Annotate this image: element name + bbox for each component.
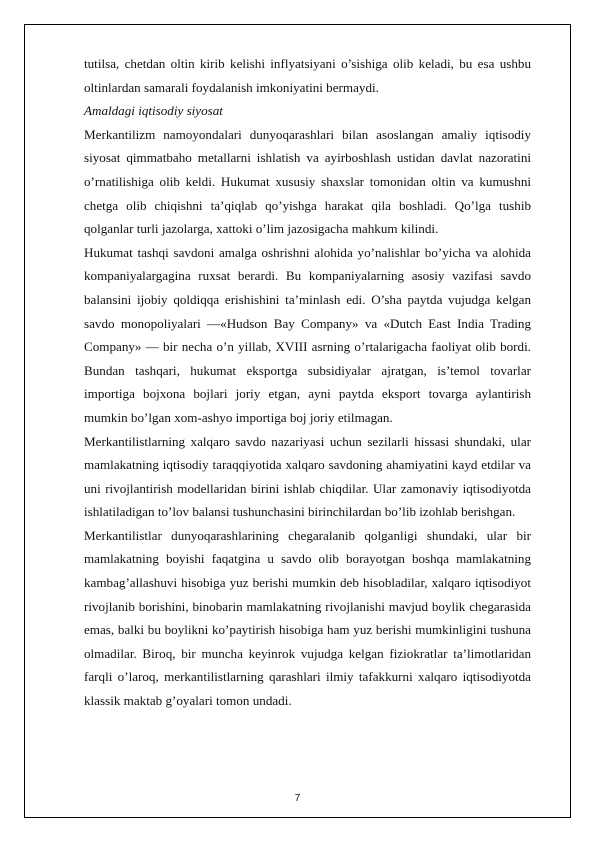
paragraph-5: Merkantilistlar dunyoqarashlarining chegaralanib qolganligi shundaki, ular bir mamlakatning boyishi faqatgina u savdo olib borayotgan boshqa mamlakatning kambag’allashuvi hisobiga yuz berishi mumkin deb hisobladilar, xalqaro iqtisodiyot rivojlanib borishini, binobarin mamlakatning rivojlanishi mavjud boylik chegarasida emas, balki bu boylikni ko’paytirish hisobiga ham yuz berishi mumkinligini tushuna olmadilar. Biroq, bir muncha keyinrok vujudga kelgan fiziokratlar ta’limotlaridan farqli o’laroq, merkantilistlarning qarashlari ilmiy tafakkurni xalqaro iqtisodiyotda klassik maktab g’oyalari tomon undadi. (84, 527, 531, 709)
section-heading: Amaldagi iqtisodiy siyosat (84, 103, 223, 119)
paragraph-4: Merkantilistlarning xalqaro savdo nazariyasi uchun sezilarli hissasi shundaki, ular mamlakatning iqtisodiy taraqqiyotida xalqaro savdoning ahamiyatini kayd etdilar va uni rivojlantirish modellaridan birini ishlab chiqdilar. Ular zamonaviy iqtisodiyotda ishlatiladigan to’lov balansi tushunchasini birinchilardan bo’lib izohlab berishgan. (84, 433, 531, 520)
page-number: 7 (294, 793, 301, 804)
document-body (84, 52, 531, 713)
paragraph-2: Merkantilizm namoyondalari dunyoqarashlari bilan asoslangan amaliy iqtisodiy siyosat qimmatbaho metallarni ishlatish va ayirboshlash ustidan davlat nazoratini o’rnatilishiga olib keldi. Hukumat xususiy shaxslar tomonidan oltin va kumushni chetga olib chiqishni ta’qiqlab qo’yishga harakat qila boshladi. Qo’lga tushib qolganlar turli jazolarga, xattoki o’lim jazosigacha mahkum kilindi. (84, 126, 531, 237)
paragraph-3: Hukumat tashqi savdoni amalga oshrishni alohida yo’nalishlar bo’yicha va alohida kompaniyalargagina ruxsat berardi. Bu kompaniyalarning asosiy vazifasi savdo balansini ijobiy qoldiqqa erishishini ta’minlash edi. O’sha paytda vujudga kelgan savdo monopoliyalari —«Hudson Bay Company» va «Dutch East India Trading Company» — bir necha o’n yillab, XVIII asrning o’rtalarigacha faoliyat olib bordi. Bundan tashqari, hukumat eksportga subsidiyalar ajratgan, is’temol tovarlar importiga bojxona bojlari joriy etgan, ayni paytda eksport tovarga aylantirish mumkin bo’lgan xom-ashyo importiga boj joriy etilmagan. (84, 244, 531, 425)
paragraph-1: tutilsa, chetdan oltin kirib kelishi inflyatsiyani o’sishiga olib keladi, bu esa ushbu oltinlardan samarali foydalanish imkoniyatini bermaydi. (84, 56, 531, 95)
